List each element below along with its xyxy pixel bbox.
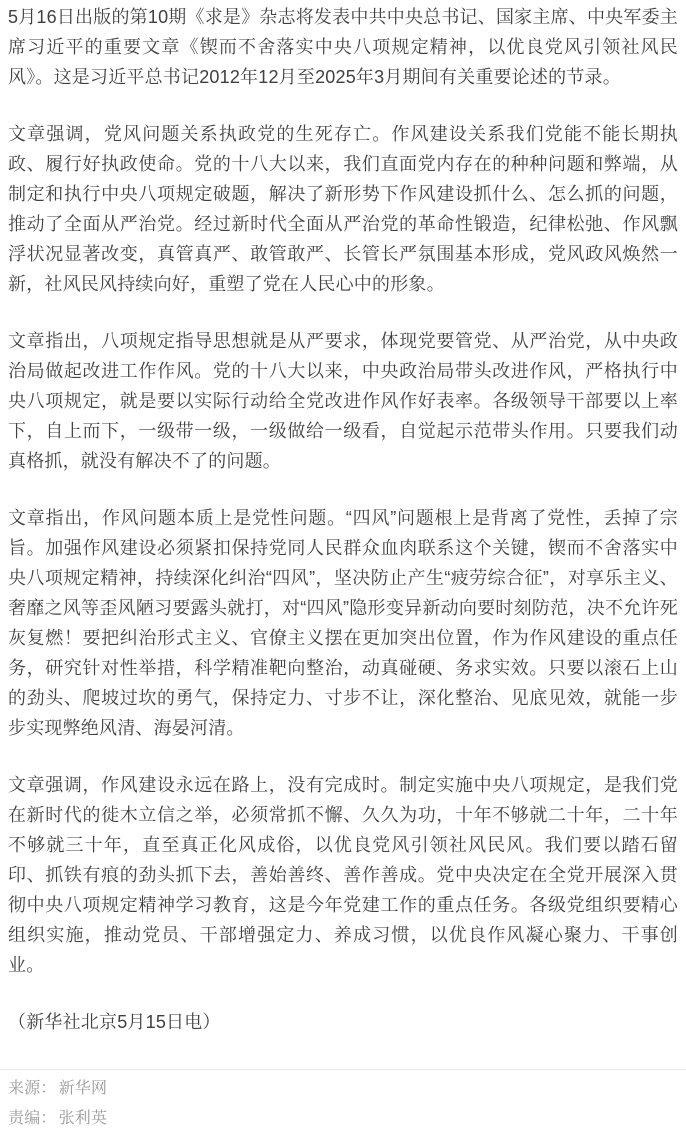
editor-label: 责编： xyxy=(8,1110,57,1127)
source-row xyxy=(8,1074,678,1104)
article-paragraph: 文章强调，党风问题关系执政党的生死存亡。作风建设关系我们党能不能长期执政、履行好执政使命。党的十八大以来，我们直面党内存在的种种问题和弊端，从制定和执行中央八项规定破题，解决了新形势下作风建设抓什么、怎么抓的问题，推动了全面从严治党。经过新时代全面从严治党的革命性锻造，纪律松弛、作风飘浮状况显著改变，真管真严、敢管敢严、长管长严氛围基本形成，党风政风焕然一新，社风民风持续向好，重塑了党在人民心中的形象。 xyxy=(8,124,678,294)
source-value: 新华网 xyxy=(58,1080,108,1097)
article-paragraph: 文章指出，作风问题本质上是党性问题。“四风”问题根上是背离了党性，丢掉了宗旨。加强作风建设必须紧扣保持党同人民群众血肉联系这个关键，锲而不舍落实中央八项规定精神，持续深化纠治“四风”，坚决防止产生“疲劳综合征”，对享乐主义、奢靡之风等歪风陋习要露头就打，对“四风”隐形变异新动向要时刻防范，决不允许死灰复燃！要把纠治形式主义、官僚主义摆在更加突出位置，作为作风建设的重点任务，研究针对性举措，科学精准靶向整治，动真碰硬、务求实效。只要以滚石上山的劲头、爬坡过坎的勇气，保持定力、寸步不让，深化整治、见底见效，就能一步步实现弊绝风清、海晏河清。 xyxy=(8,508,678,738)
editor-value: 张利英 xyxy=(58,1110,108,1127)
article-paragraph: 文章强调，作风建设永远在路上，没有完成时。制定实施中央八项规定，是我们党在新时代的徙木立信之举，必须常抓不懈、久久为功，十年不够就二十年，二十年不够就三十年，直至真正化风成俗，以优良党风引领社风民风。我们要以踏石留印、抓铁有痕的劲头抓下去，善始善终、善作善成。党中央决定在全党开展深入贯彻中央八项规定精神学习教育，这是今年党建工作的重点任务。各级党组织要精心组织实施，推动党员、干部增强定力、养成习惯，以优良作风凝心聚力、干事创业。 xyxy=(8,775,678,975)
article-dateline: （新华社北京5月15日电） xyxy=(8,1012,221,1032)
article-paragraph: 文章指出，八项规定指导思想就是从严要求，体现党要管党、从严治党，从中央政治局做起改进工作作风。党的十八大以来，中央政治局带头改进作风，严格执行中央八项规定，就是要以实际行动给全党改进作风作好表率。各级领导干部要以上率下，自上而下，一级带一级，一级做给一级看，自觉起示范带头作用。只要我们动真格抓，就没有解决不了的问题。 xyxy=(8,331,678,471)
source-label: 来源： xyxy=(8,1080,57,1097)
article-footer xyxy=(0,1069,686,1134)
article-paragraph: 5月16日出版的第10期《求是》杂志将发表中共中央总书记、国家主席、中央军委主席习近平的重要文章《锲而不舍落实中央八项规定精神，以优良党风引领社风民风》。这是习近平总书记2012年12月至2025年3月期间有关重要论述的节录。 xyxy=(8,7,678,87)
